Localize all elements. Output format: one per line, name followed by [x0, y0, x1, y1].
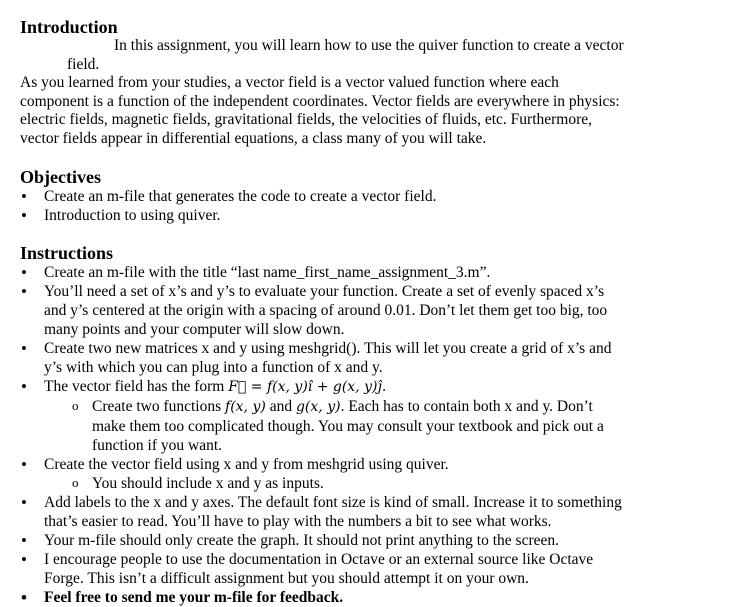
- objective-item: • Create an m-file that generates the code to create a vector field.: [20, 187, 644, 206]
- instruction-subitem-inputs: o You should include x and y as inputs.: [20, 474, 650, 493]
- instruction-line: Add labels to the x and y axes. The default font size is kind of small. Increase it to something: [44, 493, 622, 511]
- introduction-heading: Introduction: [20, 17, 118, 37]
- instruction-subitem-functions: [20, 397, 650, 455]
- introduction-section: [20, 17, 720, 149]
- instruction-line: make them too complicated though. You may consult your textbook and pick out a: [92, 417, 604, 435]
- instructions-section: [20, 243, 720, 607]
- instruction-text: and: [265, 397, 296, 415]
- intro-line-4: electric fields, magnetic fields, gravitational fields, the velocities of fluids, etc. Furthermore,: [20, 111, 593, 129]
- vector-field-formula: F⃗ = f(x, y)ı̂ + g(x, y)ȷ̂.: [228, 378, 387, 395]
- instruction-item-vector-form: [20, 377, 644, 397]
- instruction-item-set-of-xy: [20, 282, 644, 339]
- instruction-item-labels: [20, 493, 644, 531]
- function-g-formula: g(x, y): [295, 398, 341, 415]
- instruction-item-feedback: • Feel free to send me your m-file for feedback.: [20, 588, 644, 607]
- instruction-text: . Each has to contain both x and y. Don’t: [340, 397, 593, 415]
- objectives-list: [20, 187, 720, 225]
- instruction-line: Create two new matrices x and y using meshgrid(). This will let you create a grid of x’s and: [44, 339, 612, 357]
- instructions-heading: Instructions: [20, 242, 114, 263]
- instruction-item-title: • Create an m-file with the title “last name_first_name_assignment_3.m”.: [20, 263, 644, 282]
- instruction-item-quiver: • Create the vector field using x and y from meshgrid using quiver.: [20, 455, 644, 474]
- instruction-item-meshgrid: [20, 339, 644, 377]
- instruction-line: and y’s centered at the origin with a spacing of around 0.01. Don’t let them get too big, too: [44, 301, 608, 319]
- introduction-paragraph: [20, 37, 640, 149]
- intro-line-3: component is a function of the independent coordinates. Vector fields are everywhere in physics:: [20, 92, 620, 110]
- instruction-item-graph-only: • Your m-file should only create the graph. It should not print anything to the screen.: [20, 531, 644, 550]
- instruction-line: function if you want.: [92, 436, 223, 454]
- instruction-line: You’ll need a set of x’s and y’s to evaluate your function. Create a set of evenly spaced x’s: [44, 282, 605, 300]
- function-f-formula: f(x, y): [225, 398, 266, 415]
- intro-line-5: vector fields appear in differential equations, a class many of you will take.: [20, 129, 487, 147]
- instruction-line: y’s with which you can plug into a function of x and y.: [44, 358, 383, 376]
- instruction-line: Forge. This isn’t a difficult assignment but you should attempt it on your own.: [44, 569, 529, 587]
- objectives-section: [20, 167, 720, 225]
- instructions-list: [20, 263, 720, 607]
- instruction-line: that’s easier to read. You’ll have to play with the numbers a bit to see what works.: [44, 512, 552, 530]
- objective-item: • Introduction to using quiver.: [20, 206, 644, 225]
- instruction-text: Create two functions: [92, 397, 226, 415]
- objectives-heading: Objectives: [20, 166, 101, 187]
- instruction-line: I encourage people to use the documentation in Octave or an external source like Octave: [44, 550, 594, 568]
- intro-line-2: As you learned from your studies, a vector field is a vector valued function where each: [20, 74, 559, 92]
- instruction-item-documentation: [20, 550, 644, 588]
- instruction-line: many points and your computer will slow down.: [44, 320, 345, 338]
- instruction-text: The vector field has the form: [44, 377, 229, 395]
- intro-line-1: In this assignment, you will learn how to use the quiver function to create a vector field.: [67, 37, 624, 73]
